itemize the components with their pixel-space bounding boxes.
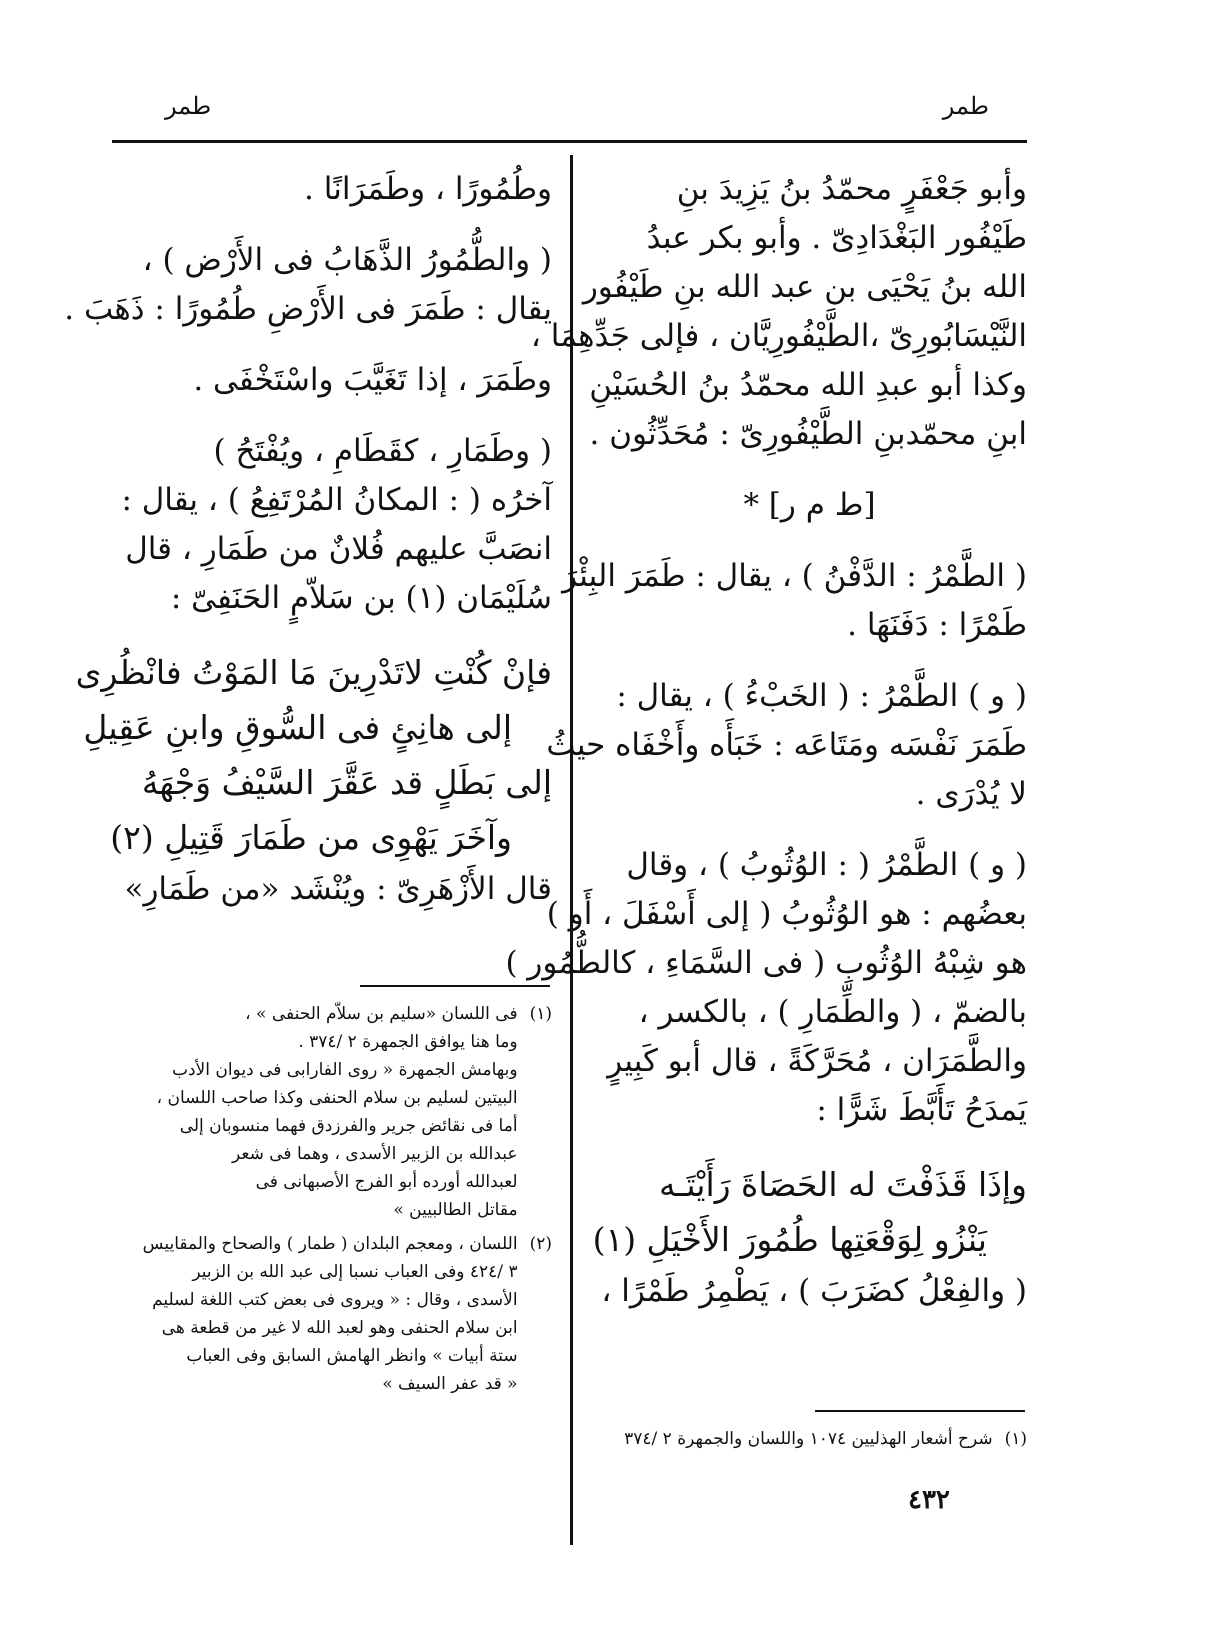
footnote-text: شرح أشعار الهذليين ١٠٧٤ واللسان والجمهرة ٢ /٣٧٤ bbox=[624, 1429, 993, 1449]
footnote-number: (١) bbox=[529, 1004, 552, 1024]
footnote-line: البيتين لسليم بن سلام الحنفى وكذا صاحب اللسان ، bbox=[156, 1088, 518, 1108]
verse-line: يَنْزُو لِوَقْعَتِها طُمُورَ الأَخْيَلِ (١) bbox=[592, 1220, 987, 1259]
footnote bbox=[112, 1000, 552, 1224]
running-head-right: طمر bbox=[942, 92, 989, 120]
page-number: ٤٣٢ bbox=[908, 1485, 950, 1515]
verse-line: إلى هانِئٍ فى السُّوقِ وابنِ عَقِيلِ bbox=[83, 708, 512, 747]
verse-line: وإذَا قَذَفْتَ له الحَصَاةَ رَأَيْتَـه bbox=[658, 1165, 1027, 1204]
footnote-line: ابن سلام الحنفى وهو لعبد الله لا غير من قطعة هى bbox=[161, 1318, 518, 1338]
text-line: ( والطُّمُورُ الذَّهَابُ فى الأَرْض ) ، bbox=[142, 242, 552, 278]
footnote-text bbox=[143, 1230, 518, 1398]
text-line: ( و ) الطَّمْرُ : ( الخَبْءُ ) ، يقال : bbox=[616, 678, 1027, 714]
text-line: بالضمّ ، ( والطِّمَارِ ) ، بالكسر ، bbox=[638, 994, 1027, 1030]
footnote-text bbox=[157, 1000, 518, 1224]
text-line: قال الأَزْهَرِىّ : ويُنْشَد «من طَمَارِ» bbox=[124, 871, 552, 907]
footnote-number: (٢) bbox=[529, 1234, 552, 1254]
text-line: النَّيْسَابُورِىّ ،الطَّيْفُورِيَّان ، فإلى جَدِّهِمَا ، bbox=[530, 318, 1027, 354]
text-line: وطُمُورًا ، وطَمَرَانًا . bbox=[304, 171, 552, 207]
footnote-line: اللسان ، ومعجم البلدان ( طمار ) والصحاح والمقاييس bbox=[142, 1234, 518, 1254]
text-line: هو شِبْهُ الوُثُوبِ ( فى السَّمَاءِ ، كالطُّمُور ) bbox=[505, 945, 1027, 981]
text-line: طَمَرَ نَفْسَه ومَتَاعَه : خَبَأَه وأَخْفَاه حيثُ bbox=[546, 727, 1027, 763]
header-rule bbox=[112, 140, 1027, 143]
text-line: انصَبَّ عليهم فُلانٌ من طَمَارِ ، قال bbox=[125, 531, 552, 567]
entry-heading: [ط م ر] * bbox=[743, 487, 876, 523]
footnote-line: أما فى نقائض جرير والفرزدق فهما منسوبان إلى bbox=[179, 1116, 518, 1136]
footnote-line: وبهامش الجمهرة « روى الفارابى فى ديوان الأدب bbox=[171, 1060, 518, 1080]
verse-line: فإنْ كُنْتِ لاتَدْرِينَ مَا المَوْتُ فانْظُرِى bbox=[75, 653, 552, 692]
footnote-line: ستة أبيات » وانظر الهامش السابق وفى العباب bbox=[186, 1346, 518, 1366]
right-column bbox=[505, 165, 1027, 1316]
text-line: لا يُدْرَى . bbox=[915, 776, 1027, 812]
verse-line: وآخَرَ يَهْوِى من طَمَارَ قَتِيلِ (٢) bbox=[110, 818, 512, 857]
text-line: يقال : طَمَرَ فى الأَرْضِ طُمُورًا : ذَهَبَ . bbox=[64, 291, 552, 327]
text-line: ( وطَمَارِ ، كقَطَامِ ، ويُفْتَحُ ) bbox=[213, 433, 552, 469]
footnote-rule bbox=[360, 985, 550, 987]
footnote bbox=[112, 1230, 552, 1398]
text-line: وكذا أبو عبدِ الله محمّدُ بنُ الحُسَيْنِ bbox=[589, 367, 1027, 403]
footnote-line: وما هنا يوافق الجمهرة ٢ /٣٧٤ . bbox=[298, 1032, 518, 1052]
text-line: بعضُهم : هو الوُثُوبُ ( إلى أَسْفَلَ ، أَو ) bbox=[546, 896, 1027, 932]
left-column bbox=[64, 165, 552, 914]
text-line: ابنِ محمّدبنِ الطَّيْفُورِىّ : مُحَدِّثُون . bbox=[589, 416, 1027, 452]
text-line: طَمْرًا : دَفَنَهَا . bbox=[847, 607, 1027, 643]
footnote-rule bbox=[815, 1410, 1025, 1412]
text-line: ( والفِعْلُ كضَرَبَ ) ، يَطْمِرُ طَمْرًا ، bbox=[601, 1273, 1027, 1309]
footnote-line: ٣ /٤٢٤ وفى العباب نسبا إلى عبد الله بن الزبير bbox=[192, 1262, 518, 1282]
column-divider bbox=[570, 155, 573, 1545]
text-line: الله بنُ يَحْيَى بن عبد الله بنِ طَيْفُور bbox=[582, 269, 1027, 305]
footnotes-left bbox=[112, 1000, 552, 1404]
footnote-line: عبدالله بن الزبير الأسدى ، وهما فى شعر bbox=[232, 1144, 518, 1164]
footnote-line: مقاتل الطالبيين » bbox=[393, 1200, 518, 1220]
text-line: سُلَيْمَان (١) بن سَلاّمٍ الحَنَفِىّ : bbox=[170, 580, 552, 616]
footnote bbox=[592, 1425, 1027, 1453]
text-line: ( الطَّمْرُ : الدَّفْنُ ) ، يقال : طَمَرَ البِئْرَ bbox=[562, 558, 1027, 594]
text-line: وطَمَرَ ، إذا تَغَيَّبَ واسْتَخْفَى . bbox=[193, 362, 552, 398]
running-head-left: طمر bbox=[165, 92, 212, 120]
footnote-line: فى اللسان «سليم بن سلاّم الحنفى » ، bbox=[245, 1004, 518, 1024]
text-line: وأبو جَعْفَرٍ محمّدُ بنُ يَزِيدَ بنِ bbox=[676, 171, 1027, 207]
verse-line: إلى بَطَلٍ قد عَقَّرَ السَّيْفُ وَجْهَهُ bbox=[141, 763, 552, 802]
footnote-line: الأسدى ، وقال : « ويروى فى بعض كتب اللغة لسليم bbox=[152, 1290, 518, 1310]
footnote-number: (١) bbox=[1004, 1429, 1027, 1449]
footnote-line: لعبدالله أورده أبو الفرج الأصبهانى فى bbox=[255, 1172, 518, 1192]
footnote-line: « قد عفر السيف » bbox=[382, 1374, 518, 1394]
footnotes-right bbox=[592, 1425, 1027, 1459]
text-line: آخرُه ( : المكانُ المُرْتَفِعُ ) ، يقال : bbox=[121, 482, 552, 518]
text-line: طَيْفُور البَغْدَادِىّ . وأبو بكر عبدُ bbox=[646, 220, 1027, 256]
text-line: والطَّمَرَان ، مُحَرَّكَةً ، قال أبو كَبِيرٍ bbox=[607, 1043, 1027, 1079]
text-line: يَمدَحُ تَأَبَّطَ شَرًّا : bbox=[816, 1092, 1027, 1128]
text-line: ( و ) الطَّمْرُ ( : الوُثُوبُ ) ، وقال bbox=[626, 847, 1027, 883]
